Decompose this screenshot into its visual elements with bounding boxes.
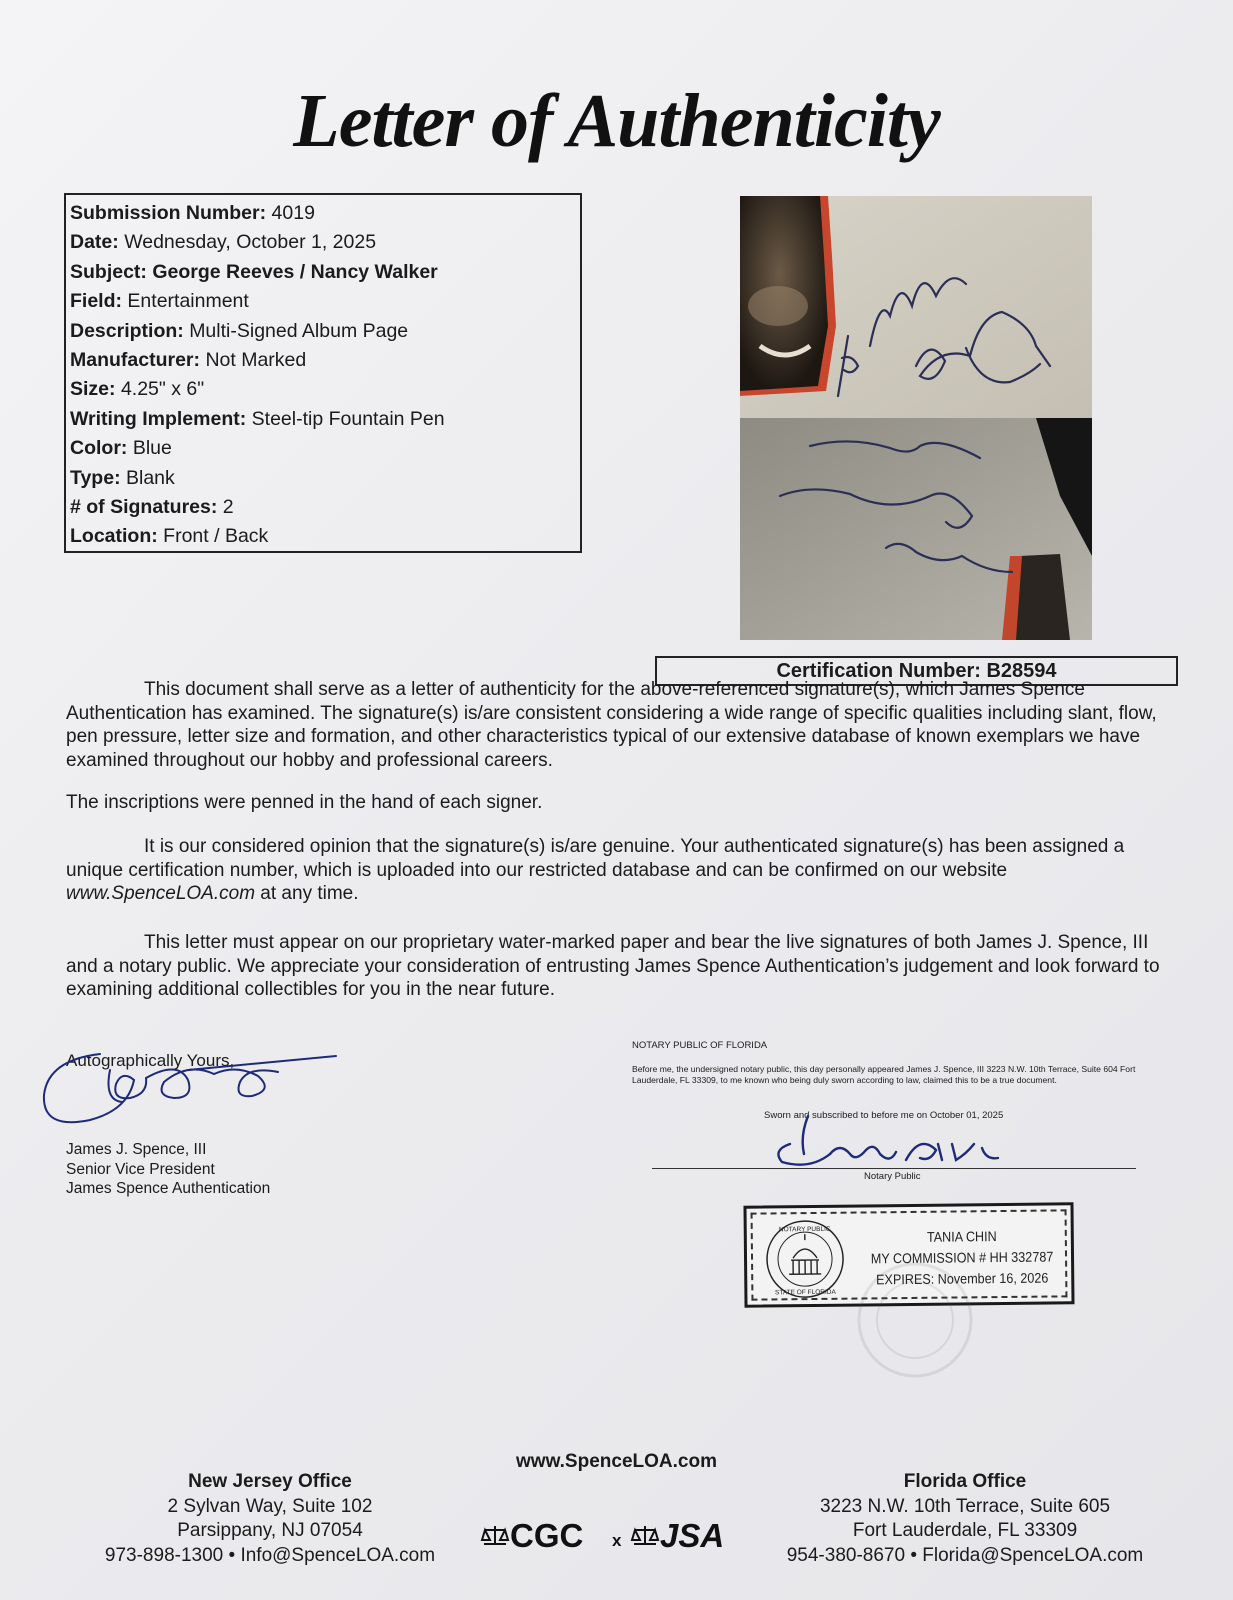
info-value: Wednesday, October 1, 2025 [124, 231, 377, 254]
info-row [70, 434, 574, 463]
item-photo [740, 196, 1092, 640]
office-heading: New Jersey Office [188, 1471, 352, 1492]
jsa-text: JSA [660, 1517, 725, 1554]
info-label: Location: [70, 525, 158, 548]
office-email[interactable]: Info@SpenceLOA.com [240, 1544, 436, 1566]
body-paragraph [66, 835, 1176, 906]
notary-name: TANIA CHIN [926, 1228, 997, 1245]
body-paragraph: The inscriptions were penned in the hand of each signer. [66, 792, 543, 813]
embossed-seal [835, 1260, 995, 1380]
info-label: Description: [70, 319, 184, 342]
info-row [70, 228, 574, 257]
body-text: at any time. [255, 883, 359, 904]
info-label: Type: [70, 466, 121, 489]
info-value: Front / Back [163, 525, 269, 548]
body-text: It is our considered opinion that the signature(s) is/are genuine. Your authenticated signature(s) has been assigned a unique certification number, which is uploaded into our restricted database and can be confirmed on our website [66, 836, 1125, 881]
body-paragraph: This letter must appear on our proprietary water-marked paper and bear the live signatures of both James J. Spence, III and a notary public. We appreciate your consideration of entrusting James Spence Authentication’s judgement and look forward to examining additional collectibles for you in the near future. [66, 932, 1160, 1000]
info-value: George Reeves / Nancy Walker [152, 260, 438, 283]
info-value: Entertainment [127, 290, 249, 313]
info-value: Not Marked [205, 349, 307, 372]
office-heading: Florida Office [903, 1471, 1027, 1492]
logo-x-text: x [612, 1531, 622, 1550]
cgc-jsa-logo [480, 1510, 756, 1560]
info-row [70, 199, 574, 228]
spence-signature [38, 1040, 348, 1140]
sworn-statement: Sworn and subscribed to before me on October 01, 2025 [764, 1110, 1004, 1121]
info-value: 4.25" x 6" [120, 378, 205, 401]
office-address-line: 2 Sylvan Way, Suite 102 [167, 1495, 373, 1517]
info-label: Date: [70, 231, 119, 254]
info-label: Manufacturer: [70, 349, 201, 372]
signer-role: Senior Vice President [66, 1160, 215, 1178]
info-value: Blue [132, 437, 172, 460]
footer-website[interactable]: www.SpenceLOA.com [516, 1451, 717, 1472]
info-label: Field: [70, 290, 122, 313]
info-row [70, 464, 574, 493]
body-paragraph: This document shall serve as a letter of authenticity for the above-referenced signature(s), which James Spence Authentication has examined. The signature(s) is/are consistent considering a wide range of specific qualities including slant, flow, pen pressure, letter size and formation, and other characteristics typical of our extensive database of known exemplars we have examined throughout our hobby and professional careers. [66, 679, 1157, 771]
info-row [70, 287, 574, 316]
signer-block [66, 1140, 270, 1199]
info-label: Subject: [70, 260, 147, 283]
notary-signature-line [652, 1168, 1136, 1169]
office-phone: 954-380-8670 [786, 1544, 906, 1566]
notary-statement: Before me, the undersigned notary public, this day personally appeared James J. Spence, III 3223 N.W. 10th Terrace, Suite 604 Fort Lauderdale, FL 33309, to me known who being duly sworn according to law, claimed this to be a true document. [632, 1064, 1136, 1086]
info-row [70, 346, 574, 375]
info-value: Steel-tip Fountain Pen [251, 407, 445, 430]
submission-info-box [64, 193, 582, 553]
info-row [70, 375, 574, 404]
info-label: Color: [70, 437, 128, 460]
info-row [70, 493, 574, 522]
info-label: # of Signatures: [70, 496, 218, 519]
info-value: 2 [222, 496, 234, 519]
nj-office: New Jersey Office 2 Sylvan Way, Suite 102 Parsippany, NJ 07054 973-898-1300 • Info@SpenceLOA.com [80, 1470, 460, 1568]
closing: Autographically Yours, [66, 1051, 235, 1070]
info-value: Blank [125, 466, 175, 489]
office-phone: 973-898-1300 [104, 1544, 224, 1566]
signer-company: James Spence Authentication [66, 1180, 271, 1197]
document-title: Letter of Authenticity [293, 79, 940, 163]
seal-bottom-text: STATE OF FLORIDA [774, 1288, 836, 1297]
notary-signature [770, 1114, 1010, 1174]
florida-office: Florida Office 3223 N.W. 10th Terrace, Suite 605 Fort Lauderdale, FL 33309 954-380-8670 • Florida@SpenceLOA.com [770, 1470, 1160, 1568]
notary-commission: MY COMMISSION # HH 332787 [870, 1248, 1054, 1267]
seal-top-text: NOTARY PUBLIC [778, 1225, 831, 1234]
notary-expiry: EXPIRES: November 16, 2026 [876, 1269, 1049, 1288]
certification-number: Certification Number: B28594 [655, 656, 1178, 686]
info-label: Size: [70, 378, 116, 401]
signer-name: James J. Spence, III [66, 1141, 207, 1158]
cgc-text: CGC [510, 1517, 584, 1554]
office-address-line: Parsippany, NJ 07054 [177, 1520, 363, 1541]
notary-heading: NOTARY PUBLIC OF FLORIDA [632, 1040, 768, 1051]
info-row [70, 317, 574, 346]
info-row [70, 258, 574, 287]
info-label: Submission Number: [70, 202, 267, 224]
office-address-line: 3223 N.W. 10th Terrace, Suite 605 [819, 1495, 1111, 1517]
office-email[interactable]: Florida@SpenceLOA.com [922, 1544, 1144, 1566]
notary-label: Notary Public [864, 1171, 921, 1182]
info-value: 4019 [271, 202, 315, 224]
info-label: Writing Implement: [70, 407, 247, 430]
info-value: Multi-Signed Album Page [189, 319, 409, 342]
info-row [70, 522, 574, 551]
info-row [70, 405, 574, 434]
website-link[interactable]: www.SpenceLOA.com [66, 883, 256, 904]
office-address-line: Fort Lauderdale, FL 33309 [852, 1520, 1078, 1541]
